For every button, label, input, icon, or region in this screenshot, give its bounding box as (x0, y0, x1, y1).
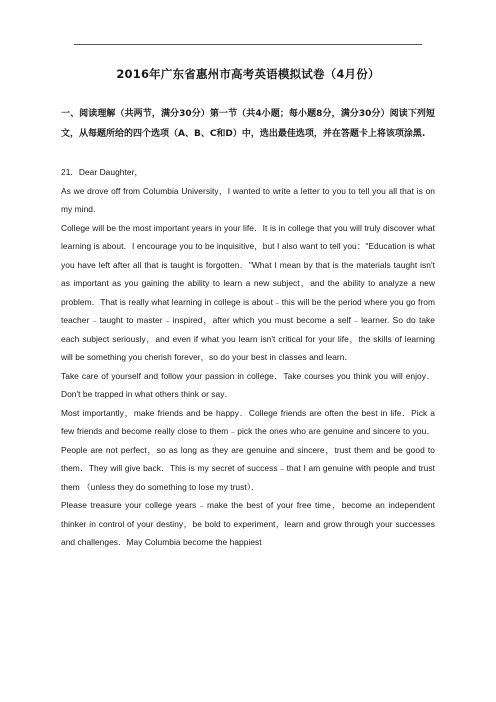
passage (61, 163, 435, 552)
passage-paragraph: Take care of yourself and follow your passion in college．Take courses you think you will enjoy．Don't be trapped in what others think or say． (61, 370, 435, 399)
page-title: 2016年广东省惠州市高考英语模拟试卷（4月份） (116, 67, 380, 81)
passage-paragraph: Most importantly，make friends and be happy．College friends are often the best in life．Pick a few friends and become really close to them﹣pick the ones who are genuine and sincere to you．People are not perfect，so as long as they are genuine and sincere，trust them and be good to them．They will give back．This is my secret of success﹣that I am genuine with people and trust them （unless they do something to lose my trust）． (61, 407, 435, 492)
section-instructions: 一、阅读理解（共两节，满分30分）第一节（共4小题；每小题8分，满分30分）阅读下列短文，从每题所给的四个选项（A、B、C和D）中，选出最佳选项，并在答题卡上将该项涂黑. (61, 109, 435, 139)
passage-paragraph: College will be the most important years in your life．It is in college that you will truly discover what learning is about．I encourage you to be inquisitive，but I also want to tell you："Education is what you have left after all that is taught is forgotten．"What I mean by that is the materials taught isn't as important as you gaining the ability to learn a new subject，and the ability to analyze a new problem．That is really what learning in college is about﹣this will be the period where you go from teacher﹣taught to master﹣inspired，after which you must become a self﹣learner. So do take each subject seriously，and even if what you learn isn't critical for your life，the skills of learning will be something you cherish forever，so do your best in classes and learn． (61, 222, 435, 362)
passage-paragraph: Please treasure your college years﹣make the best of your free time，become an independent thinker in control of your destiny，be bold to experiment，learn and grow through your successes and challenges．May Columbia become the happiest (61, 500, 435, 547)
passage-paragraph: As we drove off from Columbia University，I wanted to write a letter to you to tell you all that is on my mind． (61, 185, 435, 214)
header-rule (74, 44, 422, 45)
passage-paragraph: 21．Dear Daughter， (61, 167, 143, 177)
